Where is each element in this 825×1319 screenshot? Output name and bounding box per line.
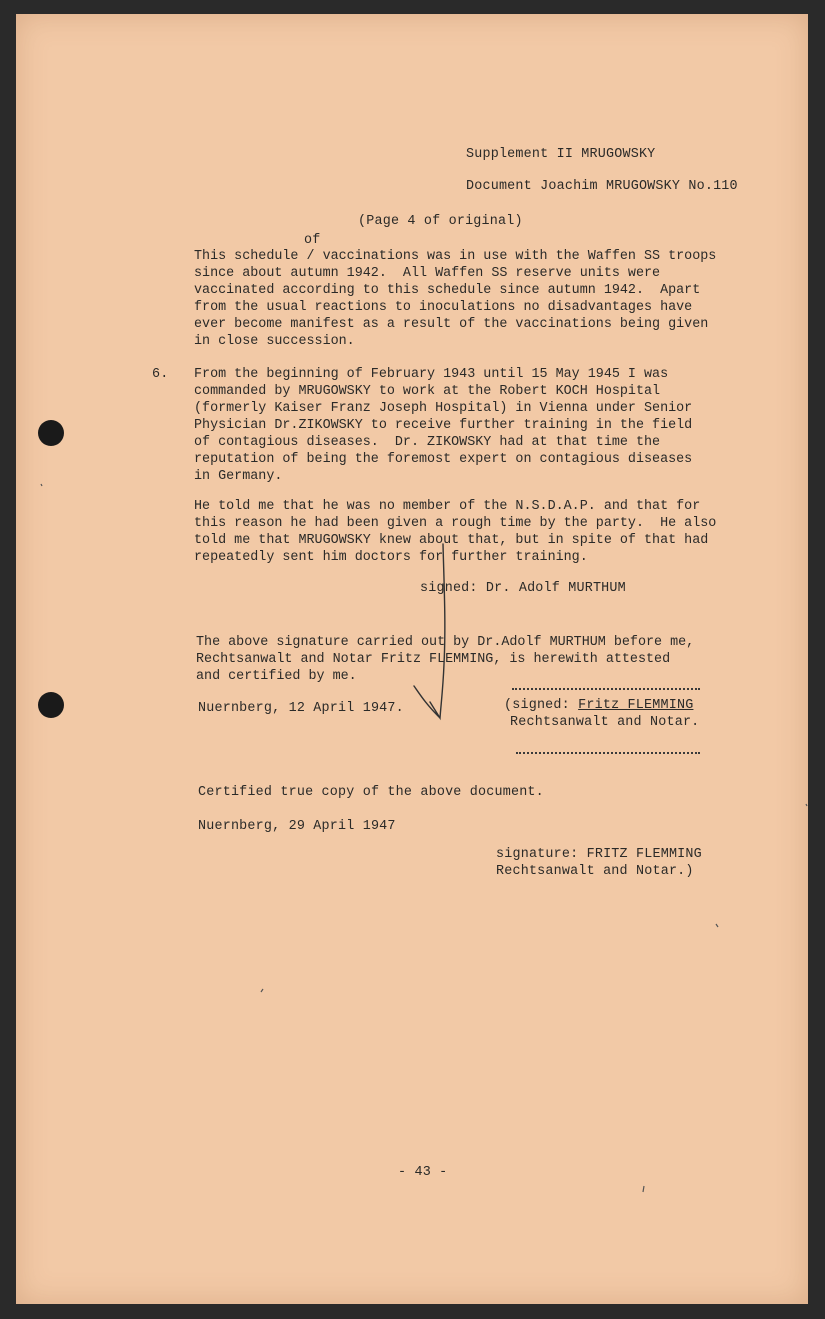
- text-line: since about autumn 1942. All Waffen SS reserve units were: [194, 266, 661, 281]
- signed-murthum: signed: Dr. Adolf MURTHUM: [420, 581, 626, 596]
- text-line: this reason he had been given a rough time by the party. He also: [194, 516, 717, 531]
- handwritten-check-mark: [16, 14, 808, 1304]
- page-number: - 43 -: [398, 1165, 448, 1180]
- text-line: This schedule / vaccinations was in use with the Waffen SS troops: [194, 249, 717, 264]
- text-line: in Germany.: [194, 469, 283, 484]
- document-page: [16, 14, 808, 1304]
- text-line: The above signature carried out by Dr.Adolf MURTHUM before me,: [196, 635, 695, 650]
- text-line: told me that MRUGOWSKY knew about that, but in spite of that had: [194, 533, 709, 548]
- text-line: in close succession.: [194, 334, 355, 349]
- text-line: reputation of being the foremost expert on contagious diseases: [194, 452, 693, 467]
- supplement-header: Supplement II MRUGOWSKY: [466, 147, 656, 162]
- paragraph-number: 6.: [152, 367, 169, 382]
- text-line: vaccinated according to this schedule since autumn 1942. Apart: [194, 283, 701, 298]
- final-signature: signature: FRITZ FLEMMING: [496, 847, 702, 862]
- text-line: and certified by me.: [196, 669, 357, 684]
- text-line: commanded by MRUGOWSKY to work at the Robert KOCH Hospital: [194, 384, 661, 399]
- text-line: From the beginning of February 1943 until 15 May 1945 I was: [194, 367, 669, 382]
- punch-hole-bottom: [38, 692, 64, 718]
- certified-copy-line: Certified true copy of the above document.: [198, 785, 544, 800]
- text-line: Physician Dr.ZIKOWSKY to receive further training in the field: [194, 418, 693, 433]
- place-date-second: Nuernberg, 29 April 1947: [198, 819, 396, 834]
- notary-title: Rechtsanwalt and Notar.: [510, 715, 700, 730]
- notary-signed-line: (signed: Fritz FLEMMING: [504, 698, 694, 713]
- page-of-original-note: (Page 4 of original): [358, 214, 523, 229]
- final-signature-title: Rechtsanwalt and Notar.): [496, 864, 694, 879]
- text-line: from the usual reactions to inoculations no disadvantages have: [194, 300, 693, 315]
- text-line: He told me that he was no member of the N.S.D.A.P. and that for: [194, 499, 701, 514]
- text-line: ever become manifest as a result of the vaccinations being given: [194, 317, 709, 332]
- notary-name: Fritz FLEMMING: [578, 698, 694, 713]
- text-line: of contagious diseases. Dr. ZIKOWSKY had at that time the: [194, 435, 661, 450]
- inserted-word: of: [304, 233, 321, 248]
- text-line: (formerly Kaiser Franz Joseph Hospital) in Vienna under Senior: [194, 401, 693, 416]
- text-line: Rechtsanwalt and Notar Fritz FLEMMING, is herewith attested: [196, 652, 671, 667]
- text-line: repeatedly sent him doctors for further training.: [194, 550, 588, 565]
- place-date-first: Nuernberg, 12 April 1947.: [198, 701, 404, 716]
- document-reference: Document Joachim MRUGOWSKY No.110: [466, 179, 738, 194]
- punch-hole-top: [38, 420, 64, 446]
